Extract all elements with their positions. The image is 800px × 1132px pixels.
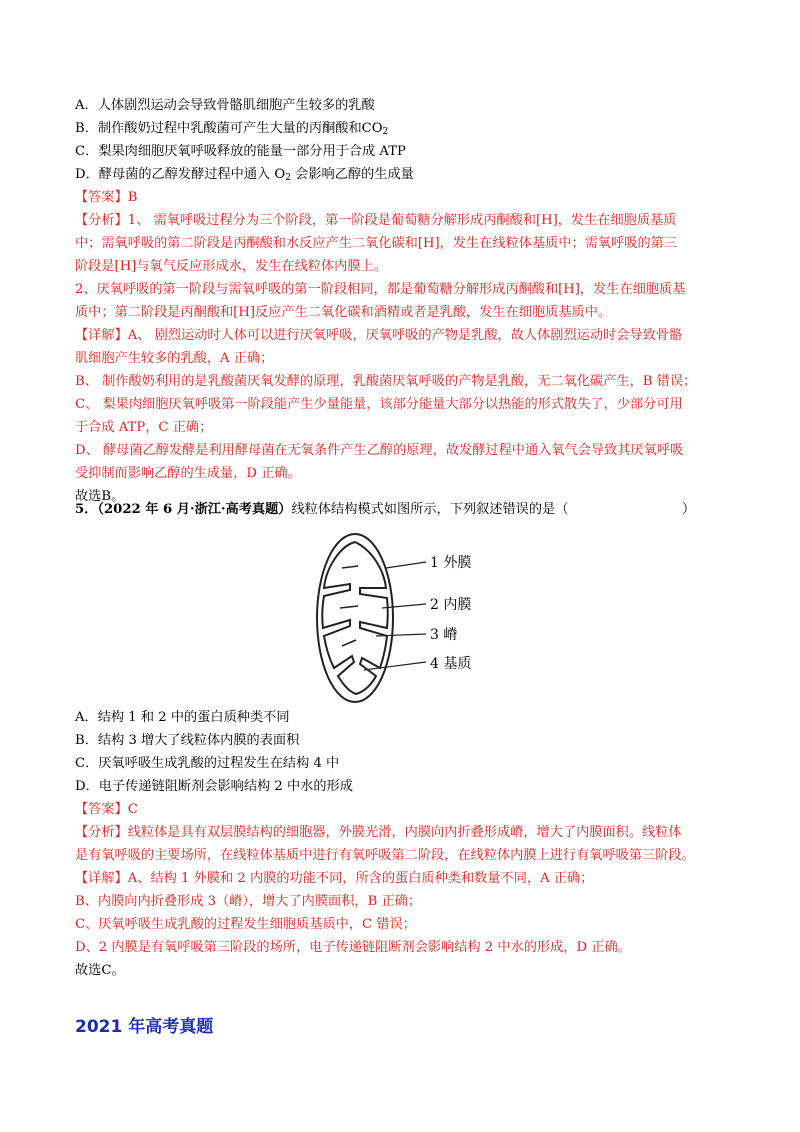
q5-analysis-line: 是有氧呼吸的主要场所，在线粒体基质中进行有氧呼吸第二阶段，在线粒体内膜上进行有氧呼吸第三阶段。 xyxy=(75,848,695,863)
q4-detail-line: 【详解】A、 剧烈运动时人体可以进行厌氧呼吸，厌氧呼吸的产物是乳酸，故人体剧烈运动时会导致骨骼 xyxy=(75,328,683,343)
section-heading: 2021 年高考真题 xyxy=(75,1017,214,1037)
q4-option-b xyxy=(75,119,388,139)
q5-analysis-line: 【分析】线粒体是具有双层膜结构的细胞器，外膜光滑，内膜向内折叠形成嵴，增大了内膜面积。线粒体 xyxy=(75,825,682,840)
q5-stem xyxy=(75,500,568,520)
label-outer-membrane: 1 外膜 xyxy=(430,555,472,571)
q4-detail-line: 于合成 ATP，C 正确； xyxy=(75,420,213,435)
q4-option-a: A．人体剧烈运动会导致骨骼肌细胞产生较多的乳酸 xyxy=(75,98,375,113)
q5-option-a: A．结构 1 和 2 中的蛋白质种类不同 xyxy=(75,710,290,725)
q4-detail-line: 肌细胞产生较多的乳酸，A 正确； xyxy=(75,351,274,366)
q5-detail-line: C、厌氧呼吸生成乳酸的过程发生细胞质基质中，C 错误； xyxy=(75,917,416,932)
q4-detail-line: B、 制作酸奶利用的是乳酸菌厌氧发酵的原理，乳酸菌厌氧呼吸的产物是乳酸，无二氧化碳产生，B 错误； xyxy=(75,374,697,389)
q4-analysis-line: 质中；第二阶段是丙酮酸和[H]反应产生二氧化碳和酒精或者是乳酸，发生在细胞质基质中。 xyxy=(75,305,612,320)
label-crista: 3 嵴 xyxy=(430,627,458,643)
q5-conclusion: 故选C。 xyxy=(75,963,125,978)
q4-option-d-suffix: 会影响乙醇的生成量 xyxy=(290,167,414,182)
q5-detail-line: 【详解】A、结构 1 外膜和 2 内膜的功能不同，所含的蛋白质种类和数量不同，A 正确； xyxy=(75,871,594,886)
q4-option-d-text: D．酵母菌的乙醇发酵过程中通入 O xyxy=(75,167,286,182)
q5-option-c: C．厌氧呼吸生成乳酸的过程发生在结构 4 中 xyxy=(75,756,340,771)
q4-option-b-text: B．制作酸奶过程中乳酸菌可产生大量的丙酮酸和CO xyxy=(75,121,383,136)
q5-answer: 【答案】C xyxy=(75,802,138,817)
q5-number: 5． xyxy=(75,502,98,517)
outer-membrane-shape xyxy=(317,534,393,702)
q5-detail-line: B、内膜向内折叠形成 3（嵴），增大了内膜面积，B 正确； xyxy=(75,894,422,909)
q4-analysis-line: 中；需氧呼吸的第二阶段是丙酮酸和水反应产生二氧化碳和[H]，发生在线粒体基质中；需氧呼吸的第三 xyxy=(75,236,678,251)
q4-analysis-line: 【分析】1、 需氧呼吸过程分为三个阶段，第一阶段是葡萄糖分解形成丙酮酸和[H]，发生在细胞质基质 xyxy=(75,213,677,228)
q4-option-d-subscript: 2 xyxy=(285,173,291,183)
leader-inner-membrane xyxy=(382,604,426,608)
q4-answer: 【答案】B xyxy=(75,190,138,205)
q4-option-c: C．梨果肉细胞厌氧呼吸释放的能量一部分用于合成 ATP xyxy=(75,144,406,159)
q4-detail-line: C、 梨果肉细胞厌氧呼吸第一阶段能产生少量能量，该部分能量大部分以热能的形式散失了，少部分可用 xyxy=(75,397,683,412)
cristae-folds xyxy=(340,566,358,646)
label-leaders xyxy=(364,562,426,670)
q4-analysis-line: 2、厌氧呼吸的第一阶段与需氧呼吸的第一阶段相同，都是葡萄糖分解形成丙酮酸和[H]，发生在细胞质基 xyxy=(75,282,686,297)
q4-detail-line: 受抑制而影响乙醇的生成量，D 正确。 xyxy=(75,466,301,481)
q4-detail-line: D、 酵母菌乙醇发酵是利用酵母菌在无氧条件产生乙醇的原理，故发酵过程中通入氧气会导致其厌氧呼吸 xyxy=(75,443,684,458)
q5-option-d: D．电子传递链阻断剂会影响结构 2 中水的形成 xyxy=(75,779,353,794)
q4-conclusion: 故选B。 xyxy=(75,489,125,504)
label-inner-membrane: 2 内膜 xyxy=(430,597,472,613)
leader-outer-membrane xyxy=(386,562,426,568)
q4-option-b-subscript: 2 xyxy=(382,127,389,137)
q5-detail-line: D、2 内膜是有氧呼吸第三阶段的场所，电子传递链阻断剂会影响结构 2 中水的形成，D 正确。 xyxy=(75,940,631,955)
mitochondrion-drawing xyxy=(317,534,393,702)
q5-option-b: B．结构 3 增大了线粒体内膜的表面积 xyxy=(75,733,300,748)
q4-analysis-line: 阶段是[H]与氧气反应形成水，发生在线粒体内膜上。 xyxy=(75,259,387,274)
q5-stem-text: 线粒体结构模式如图所示，下列叙述错误的是（ xyxy=(291,502,569,517)
label-matrix: 4 基质 xyxy=(430,656,472,672)
q5-stem-close: ） xyxy=(682,502,696,517)
q5-source: （2022 年 6 月·浙江·高考真题） xyxy=(97,502,292,517)
q4-option-d xyxy=(75,165,414,185)
mitochondrion-diagram xyxy=(300,528,500,708)
inner-membrane-shape xyxy=(322,542,387,694)
